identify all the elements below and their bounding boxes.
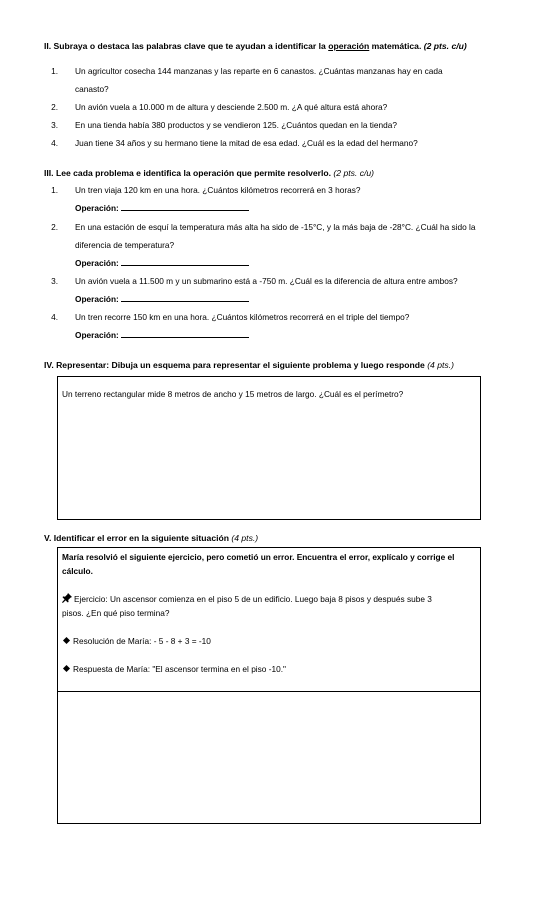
pushpin-icon	[62, 593, 72, 603]
section-3-title	[44, 168, 374, 178]
operation-label: Operación:	[75, 203, 119, 213]
list-item-text: Juan tiene 34 años y su hermano tiene la mitad de esa edad. ¿Cuál es la edad del hermano?	[75, 138, 418, 148]
list-item-text: Un tren viaja 120 km en una hora. ¿Cuántos kilómetros recorrerá en 3 horas?	[75, 185, 361, 195]
section-5-title	[44, 533, 258, 543]
section-5-title-text: V. Identificar el error en la siguiente situación	[44, 533, 232, 543]
list-item-number: 3.	[51, 276, 58, 286]
list-item-text: En una tienda había 380 productos y se vendieron 125. ¿Cuántos quedan en la tienda?	[75, 120, 397, 130]
section-3-points: (2 pts. c/u)	[333, 168, 375, 178]
section-2-title-text: II. Subraya o destaca las palabras clave que te ayudan a identificar la	[44, 41, 329, 51]
exercise-text: Ejercicio: Un ascensor comienza en el piso 5 de un edificio. Luego baja 8 pisos y después sube 3	[74, 594, 432, 604]
section-2-title-post: matemática.	[369, 41, 424, 51]
list-item-text: diferencia de temperatura?	[75, 240, 175, 250]
list-item-text: Un tren recorre 150 km en una hora. ¿Cuántos kilómetros recorrerá en el triple del tiempo?	[75, 312, 410, 322]
section-2-title-keyword: operación	[328, 41, 370, 51]
diamond-bullet-icon	[63, 637, 70, 644]
section-5-instruction: María resolvió el siguiente ejercicio, pero cometió un error. Encuentra el error, explícalo y corrige el	[62, 552, 455, 562]
list-item-text: Un avión vuela a 10.000 m de altura y desciende 2.500 m. ¿A qué altura está ahora?	[75, 102, 388, 112]
correction-answer-area[interactable]	[58, 692, 480, 823]
operation-answer-line[interactable]	[75, 327, 249, 344]
list-item-number: 1.	[51, 66, 58, 76]
list-item-text: Un agricultor cosecha 144 manzanas y las reparte en 6 canastos. ¿Cuántas manzanas hay en cada	[75, 66, 443, 76]
section-4-title	[44, 360, 454, 370]
list-item-number: 2.	[51, 102, 58, 112]
operation-label: Operación:	[75, 330, 119, 340]
answer-blank[interactable]	[121, 293, 249, 302]
diamond-bullet-icon	[63, 665, 70, 672]
list-item-number: 1.	[51, 185, 58, 195]
section-5-points: (4 pts.)	[231, 533, 259, 543]
section-4-problem: Un terreno rectangular mide 8 metros de ancho y 15 metros de largo. ¿Cuál es el perímetro?	[62, 389, 404, 399]
list-item-text: En una estación de esquí la temperatura más alta ha sido de -15°C, y la más baja de -28°C. ¿Cuál ha sido la	[75, 222, 476, 232]
section-5-instruction: cálculo.	[62, 566, 93, 576]
section-4-title-text: IV. Representar: Dibuja un esquema para representar el siguiente problema y luego responde	[44, 360, 428, 370]
answer-line	[62, 662, 286, 677]
maria-answer: Respuesta de María: "El ascensor termina en el piso -10."	[73, 664, 286, 674]
list-item-text: Un avión vuela a 11.500 m y un submarino está a -750 m. ¿Cuál es la diferencia de altura entre ambos?	[75, 276, 458, 286]
section-4-points: (4 pts.)	[427, 360, 454, 370]
maria-resolution: Resolución de María: - 5 - 8 + 3 = -10	[73, 636, 211, 646]
answer-blank[interactable]	[121, 329, 249, 338]
list-item-number: 3.	[51, 120, 58, 130]
operation-answer-line[interactable]	[75, 200, 249, 217]
section-2-title	[44, 41, 467, 51]
list-item-number: 2.	[51, 222, 58, 232]
operation-answer-line[interactable]	[75, 291, 249, 308]
section-3-title-text: III. Lee cada problema e identifica la operación que permite resolverlo.	[44, 168, 334, 178]
answer-blank[interactable]	[121, 202, 249, 211]
list-item-text: canasto?	[75, 84, 109, 94]
exercise-line	[62, 592, 432, 607]
operation-answer-line[interactable]	[75, 255, 249, 272]
drawing-answer-box[interactable]	[57, 376, 481, 520]
list-item-number: 4.	[51, 138, 58, 148]
error-exercise-box	[57, 547, 481, 824]
exercise-text: pisos. ¿En qué piso termina?	[62, 608, 170, 618]
section-3-list	[44, 182, 514, 352]
operation-label: Operación:	[75, 258, 119, 268]
section-2-list-cont	[44, 117, 514, 157]
section-2-points: (2 pts. c/u)	[423, 41, 467, 51]
resolution-line	[62, 634, 211, 649]
list-item-number: 4.	[51, 312, 58, 322]
operation-label: Operación:	[75, 294, 119, 304]
answer-blank[interactable]	[121, 257, 249, 266]
